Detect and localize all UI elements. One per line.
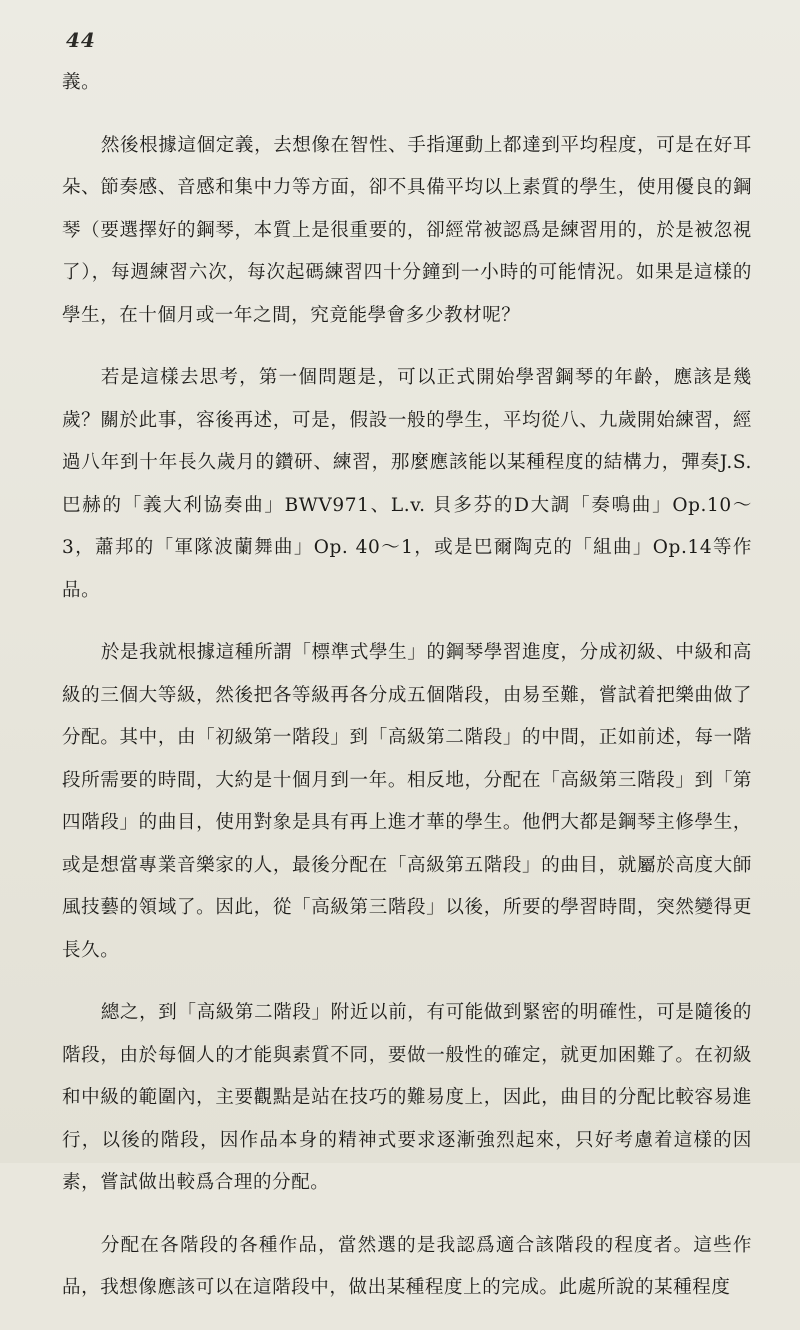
page-number: 44 xyxy=(66,28,96,52)
paragraph: 於是我就根據這種所謂「標準式學生」的鋼琴學習進度，分成初級、中級和高級的三個大等級，然後把各等級再各分成五個階段，由易至難，嘗試着把樂曲做了分配。其中，由「初級第一階段」到「高級第二階段」的中間，正如前述，每一階段所需要的時間，大約是十個月到一年。相反地，分配在「高級第三階段」到「第四階段」的曲目，使用對象是具有再上進才華的學生。他們大都是鋼琴主修學生，或是想當專業音樂家的人，最後分配在「高級第五階段」的曲目，就屬於高度大師風技藝的領域了。因此，從「高級第三階段」以後，所要的學習時間，突然變得更長久。 xyxy=(62,642,752,961)
paragraph: 若是這樣去思考，第一個問題是，可以正式開始學習鋼琴的年齡，應該是幾歲？關於此事，容後再述，可是，假設一般的學生，平均從八、九歲開始練習，經過八年到十年長久歲月的鑽研、練習，那麼應該能以某種程度的結構力，彈奏J.S. 巴赫的「義大利協奏曲」BWV971、L.v. 貝多芬的D大調「奏鳴曲」Op.10～3，蕭邦的「軍隊波蘭舞曲」Op. 40～1，或是巴爾陶克的「組曲」Op.14等作品。 xyxy=(62,367,752,601)
paragraph-continuation: 義。 xyxy=(62,72,101,93)
body-text xyxy=(62,62,752,1330)
paragraph: 分配在各階段的各種作品，當然選的是我認爲適合該階段的程度者。這些作品，我想像應該可以在這階段中，做出某種程度上的完成。此處所說的某種程度 xyxy=(62,1234,752,1298)
paragraph: 總之，到「高級第二階段」附近以前，有可能做到緊密的明確性，可是隨後的階段，由於每個人的才能與素質不同，要做一般性的確定，就更加困難了。在初級和中級的範圍內，主要觀點是站在技巧的難易度上，因此，曲目的分配比較容易進行，以後的階段，因作品本身的精神式要求逐漸強烈起來，只好考慮着這樣的因素，嘗試做出較爲合理的分配。 xyxy=(62,1002,752,1193)
paragraph: 然後根據這個定義，去想像在智性、手指運動上都達到平均程度，可是在好耳朵、節奏感、音感和集中力等方面，卻不具備平均以上素質的學生，使用優良的鋼琴（要選擇好的鋼琴，本質上是很重要的，卻經常被認爲是練習用的，於是被忽視了），每週練習六次，每次起碼練習四十分鐘到一小時的可能情況。如果是這樣的學生，在十個月或一年之間，究竟能學會多少教材呢？ xyxy=(62,134,752,326)
